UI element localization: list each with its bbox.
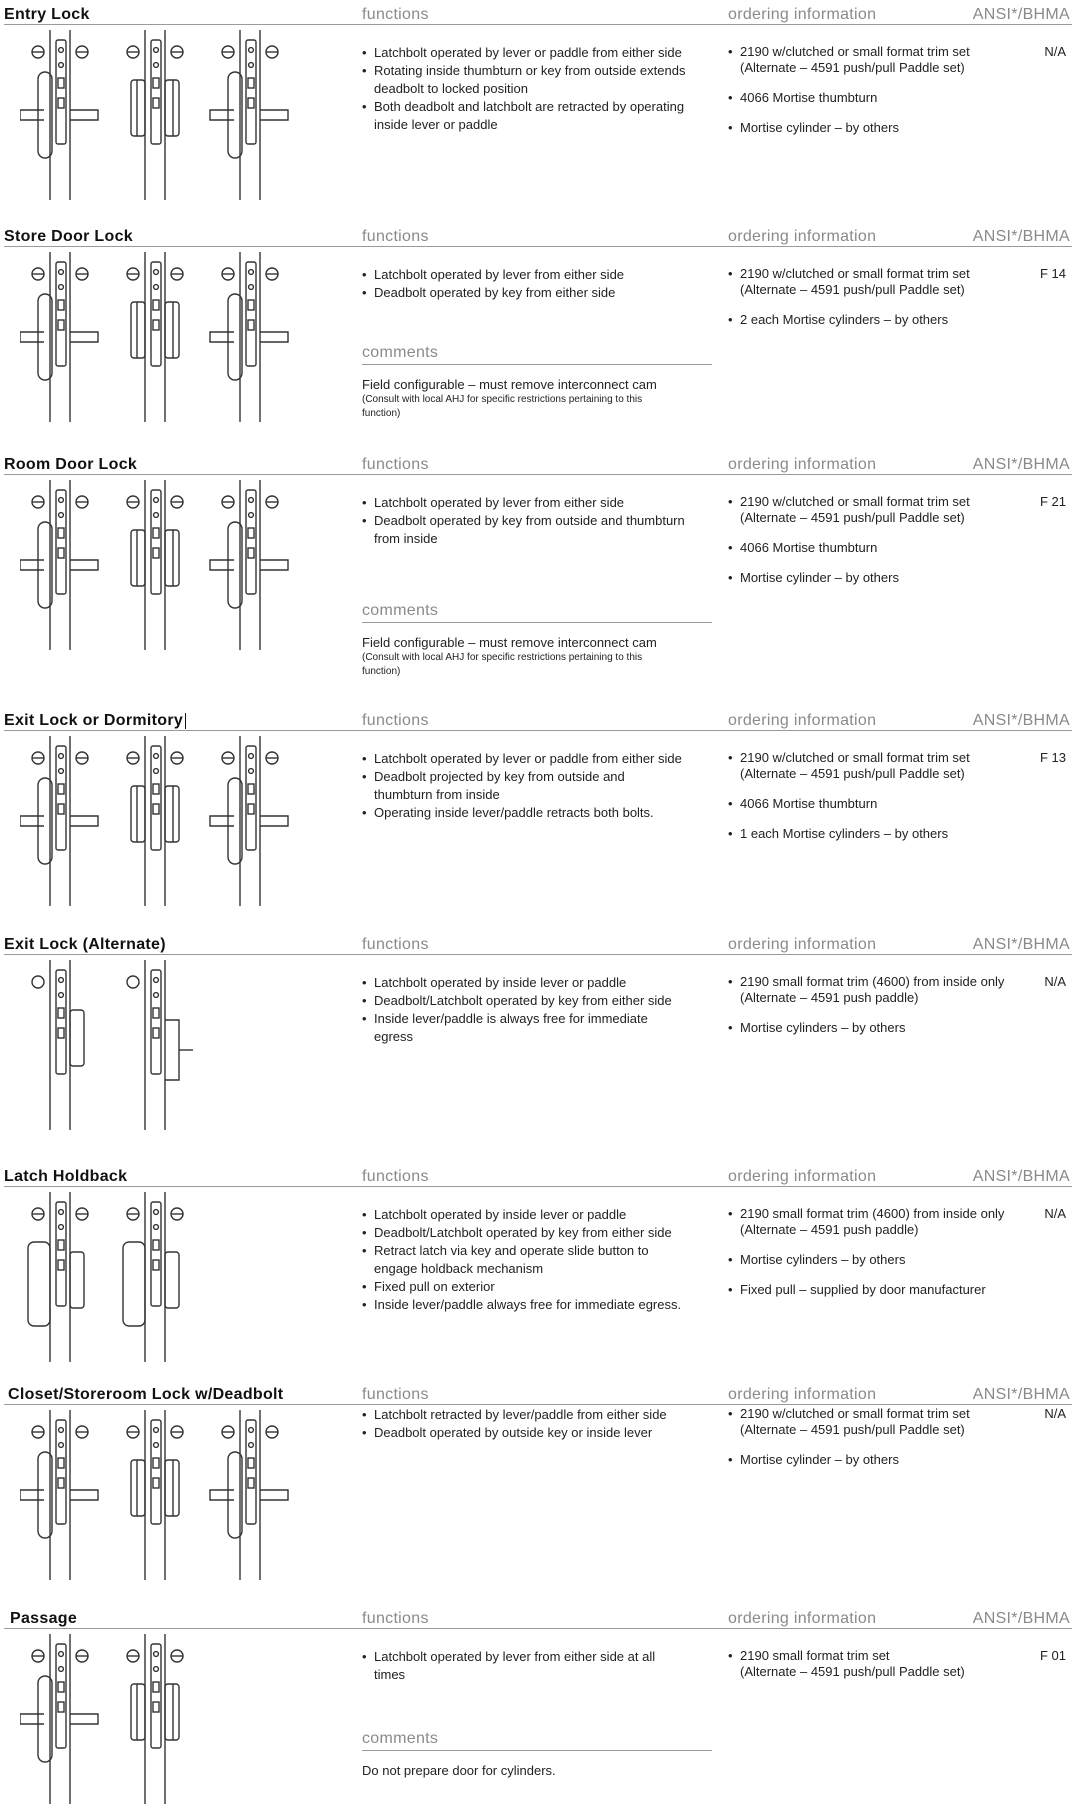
functions-list xyxy=(362,44,702,134)
ansi-value: F 13 xyxy=(1039,750,1066,765)
ordering-list xyxy=(728,494,1018,600)
comments-rule xyxy=(362,1750,712,1751)
section-title: Room Door Lock xyxy=(4,456,138,473)
ansi-heading: ANSI*/BHMA xyxy=(972,712,1070,729)
ordering-item: • 2190 w/clutched or small format trim set (Alternate – 4591 push/pull Paddle set) xyxy=(728,750,1018,782)
ordering-heading: ordering information xyxy=(728,456,877,473)
function-item: • Rotating inside thumbturn or key from outside extends deadbolt to locked position xyxy=(362,62,702,98)
function-item: • Deadbolt operated by key from outside and thumbturn from inside xyxy=(362,512,702,548)
lock-illustration-icon xyxy=(20,960,350,1130)
function-item: • Deadbolt projected by key from outside and thumbturn from inside xyxy=(362,768,682,804)
section-title: Passage xyxy=(10,1610,78,1627)
ordering-item: • 1 each Mortise cylinders – by others xyxy=(728,826,1018,842)
comments-block xyxy=(362,602,712,679)
ordering-list xyxy=(728,1206,1018,1312)
ordering-item: • Mortise cylinder – by others xyxy=(728,120,1018,136)
lock-illustration-icon xyxy=(20,30,350,200)
ordering-list xyxy=(728,266,1018,342)
function-item: • Deadbolt operated by key from either side xyxy=(362,284,702,302)
ordering-heading: ordering information xyxy=(728,1610,877,1627)
ordering-item: • 2190 w/clutched or small format trim set (Alternate – 4591 push/pull Paddle set) xyxy=(728,494,1018,526)
section-title xyxy=(4,712,186,730)
ansi-heading: ANSI*/BHMA xyxy=(972,1386,1070,1403)
function-item: • Inside lever/paddle always free for immediate egress. xyxy=(362,1296,682,1314)
lock-illustration-icon xyxy=(20,1634,350,1804)
functions-heading: functions xyxy=(362,1168,429,1185)
ordering-item: • 2190 w/clutched or small format trim set (Alternate – 4591 push/pull Paddle set) xyxy=(728,44,1018,76)
comment-text: Do not prepare door for cylinders. xyxy=(362,1763,556,1778)
lock-illustration-icon xyxy=(20,1410,350,1580)
text-cursor xyxy=(185,713,186,729)
lock-illustration-icon xyxy=(20,1192,350,1362)
comments-heading: comments xyxy=(362,1730,439,1747)
functions-heading: functions xyxy=(362,936,429,953)
ordering-list xyxy=(728,750,1018,856)
function-item: • Inside lever/paddle is always free for immediate egress xyxy=(362,1010,682,1046)
comment-note: (Consult with local AHJ for specific restrictions pertaining to this function) xyxy=(362,652,643,677)
section-title: Closet/Storeroom Lock w/Deadbolt xyxy=(8,1386,284,1403)
ordering-list xyxy=(728,44,1018,150)
functions-list xyxy=(362,1406,702,1442)
ordering-heading: ordering information xyxy=(728,228,877,245)
ordering-heading: ordering information xyxy=(728,1386,877,1403)
ansi-heading: ANSI*/BHMA xyxy=(972,1610,1070,1627)
functions-heading: functions xyxy=(362,712,429,729)
function-item: • Both deadbolt and latchbolt are retracted by operating inside lever or paddle xyxy=(362,98,702,134)
functions-list xyxy=(362,1648,682,1684)
lock-drawings xyxy=(20,252,350,422)
functions-list xyxy=(362,974,682,1046)
header-rule xyxy=(4,1404,1072,1405)
function-item: • Deadbolt/Latchbolt operated by key from either side xyxy=(362,1224,682,1242)
functions-heading: functions xyxy=(362,456,429,473)
lock-drawings xyxy=(20,1634,350,1804)
ordering-item: • 4066 Mortise thumbturn xyxy=(728,90,1018,106)
functions-list xyxy=(362,1206,682,1314)
header-rule xyxy=(4,24,1072,25)
ordering-heading: ordering information xyxy=(728,1168,877,1185)
ansi-value: F 14 xyxy=(1039,266,1066,281)
ordering-list xyxy=(728,1406,1018,1482)
ansi-heading: ANSI*/BHMA xyxy=(972,456,1070,473)
header-rule xyxy=(4,730,1072,731)
ansi-heading: ANSI*/BHMA xyxy=(972,228,1070,245)
function-item: • Latchbolt operated by lever from either side at all times xyxy=(362,1648,682,1684)
ordering-list xyxy=(728,1648,1018,1694)
functions-list xyxy=(362,750,682,822)
ordering-list xyxy=(728,974,1008,1050)
function-item: • Deadbolt/Latchbolt operated by key from either side xyxy=(362,992,682,1010)
functions-heading: functions xyxy=(362,1610,429,1627)
ordering-item: • 2 each Mortise cylinders – by others xyxy=(728,312,1018,328)
section-title: Entry Lock xyxy=(4,6,90,23)
function-item: • Fixed pull on exterior xyxy=(362,1278,682,1296)
functions-heading: functions xyxy=(362,1386,429,1403)
header-rule xyxy=(4,246,1072,247)
function-item: • Retract latch via key and operate slide button to engage holdback mechanism xyxy=(362,1242,682,1278)
ordering-item: • Mortise cylinders – by others xyxy=(728,1020,1008,1036)
header-rule xyxy=(4,954,1072,955)
header-rule xyxy=(4,1186,1072,1187)
section-title: Store Door Lock xyxy=(4,228,133,245)
comment-text: Field configurable – must remove interconnect cam xyxy=(362,635,657,650)
function-item: • Deadbolt operated by outside key or inside lever xyxy=(362,1424,702,1442)
ansi-value: N/A xyxy=(1044,1406,1066,1421)
function-item: • Latchbolt operated by lever or paddle from either side xyxy=(362,44,702,62)
ordering-item: • 4066 Mortise thumbturn xyxy=(728,540,1018,556)
ordering-heading: ordering information xyxy=(728,936,877,953)
header-rule xyxy=(4,1628,1072,1629)
lock-drawings xyxy=(20,480,350,650)
function-item: • Latchbolt operated by inside lever or paddle xyxy=(362,1206,682,1224)
ordering-item: • 2190 small format trim set (Alternate – 4591 push/pull Paddle set) xyxy=(728,1648,1018,1680)
ordering-heading: ordering information xyxy=(728,6,877,23)
comments-block xyxy=(362,344,712,421)
function-item: • Latchbolt retracted by lever/paddle from either side xyxy=(362,1406,702,1424)
functions-heading: functions xyxy=(362,228,429,245)
ansi-value: F 01 xyxy=(1039,1648,1066,1663)
comments-heading: comments xyxy=(362,602,439,619)
lock-illustration-icon xyxy=(20,252,350,422)
ansi-value: N/A xyxy=(1044,1206,1066,1221)
lock-illustration-icon xyxy=(20,480,350,650)
section-title: Exit Lock (Alternate) xyxy=(4,936,166,953)
function-item: • Latchbolt operated by lever from either side xyxy=(362,494,702,512)
ordering-item: • 2190 small format trim (4600) from inside only (Alternate – 4591 push paddle) xyxy=(728,1206,1018,1238)
ordering-item: • 2190 small format trim (4600) from inside only (Alternate – 4591 push paddle) xyxy=(728,974,1008,1006)
lock-drawings xyxy=(20,736,350,906)
comments-heading: comments xyxy=(362,344,439,361)
comment-text: Field configurable – must remove interconnect cam xyxy=(362,377,657,392)
ordering-item: • Fixed pull – supplied by door manufacturer xyxy=(728,1282,1018,1298)
comments-rule xyxy=(362,622,712,623)
ordering-item: • Mortise cylinders – by others xyxy=(728,1252,1018,1268)
function-item: • Operating inside lever/paddle retracts both bolts. xyxy=(362,804,682,822)
lock-drawings xyxy=(20,30,350,200)
comment-note: (Consult with local AHJ for specific restrictions pertaining to this function) xyxy=(362,394,643,419)
section-title-text: Exit Lock or Dormitory xyxy=(4,712,184,729)
function-item: • Latchbolt operated by inside lever or paddle xyxy=(362,974,682,992)
functions-list xyxy=(362,494,702,548)
function-item: • Latchbolt operated by lever from either side xyxy=(362,266,702,284)
ordering-item: • 2190 w/clutched or small format trim set (Alternate – 4591 push/pull Paddle set) xyxy=(728,266,1018,298)
ansi-value: N/A xyxy=(1044,974,1066,989)
ordering-heading: ordering information xyxy=(728,712,877,729)
lock-drawings xyxy=(20,960,350,1130)
functions-list xyxy=(362,266,702,302)
section-title: Latch Holdback xyxy=(4,1168,128,1185)
ordering-item: • Mortise cylinder – by others xyxy=(728,1452,1018,1468)
ansi-heading: ANSI*/BHMA xyxy=(972,1168,1070,1185)
function-item: • Latchbolt operated by lever or paddle from either side xyxy=(362,750,682,768)
ansi-value: N/A xyxy=(1044,44,1066,59)
ansi-heading: ANSI*/BHMA xyxy=(972,6,1070,23)
comments-rule xyxy=(362,364,712,365)
lock-drawings xyxy=(20,1192,350,1362)
ansi-heading: ANSI*/BHMA xyxy=(972,936,1070,953)
comments-block xyxy=(362,1730,712,1779)
functions-heading: functions xyxy=(362,6,429,23)
ordering-item: • 4066 Mortise thumbturn xyxy=(728,796,1018,812)
ordering-item: • 2190 w/clutched or small format trim set (Alternate – 4591 push/pull Paddle set) xyxy=(728,1406,1018,1438)
lock-drawings xyxy=(20,1410,350,1580)
ansi-value: F 21 xyxy=(1039,494,1066,509)
ordering-item: • Mortise cylinder – by others xyxy=(728,570,1018,586)
lock-illustration-icon xyxy=(20,736,350,906)
header-rule xyxy=(4,474,1072,475)
